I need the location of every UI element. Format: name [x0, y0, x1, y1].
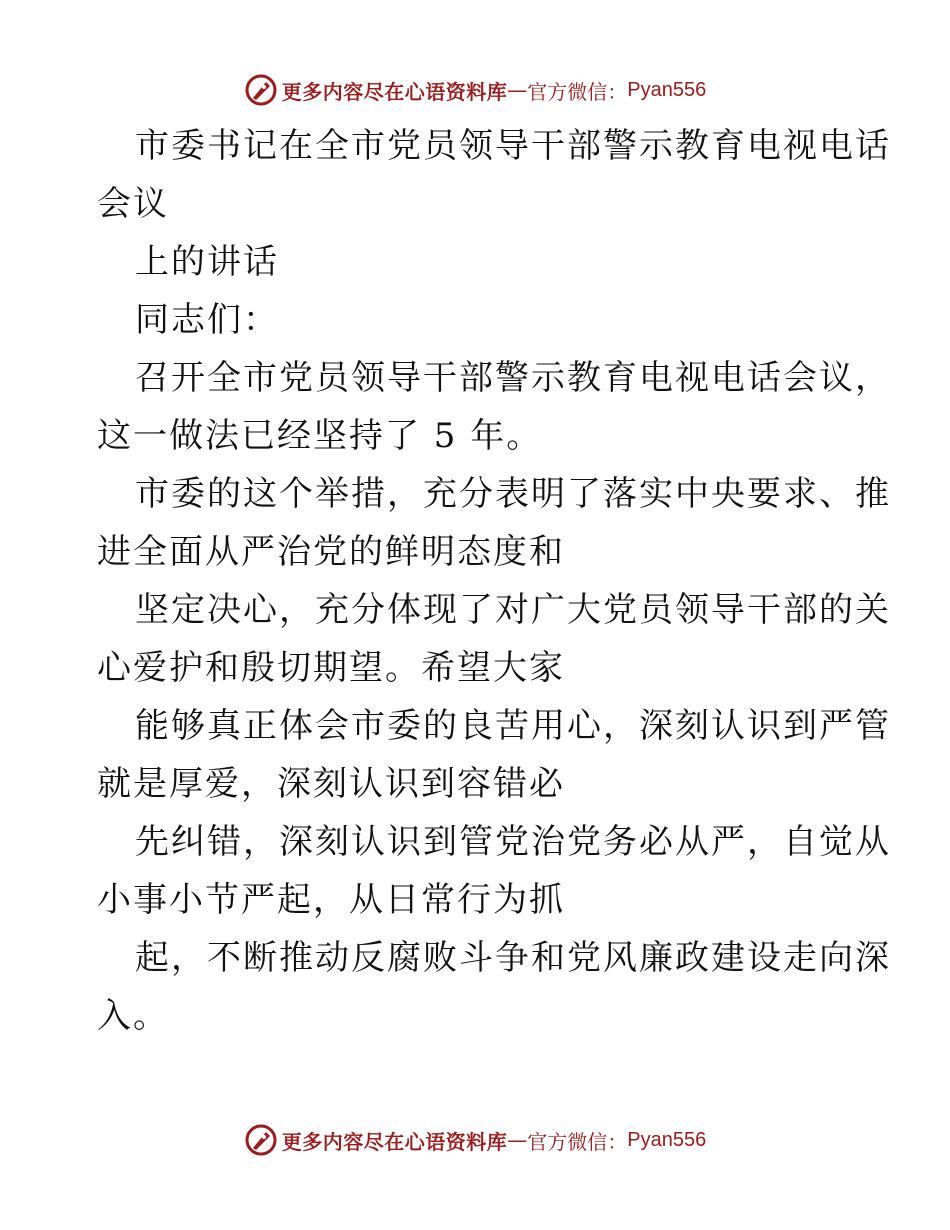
document-body	[97, 117, 891, 1045]
salutation: 同志们：	[135, 300, 279, 340]
paragraph-line: 入。	[97, 996, 169, 1036]
header-watermark	[0, 70, 950, 110]
paragraph-line: 心爱护和殷切期望。希望大家	[97, 648, 565, 688]
paragraph-line: 起，不断推动反腐败斗争和党风廉政建设走向深	[135, 938, 891, 978]
paragraph-line: 先纠错，深刻认识到管党治党务必从严，自觉从	[135, 822, 891, 862]
paragraph-line: 召开全市党员领导干部警示教育电视电话会议，	[135, 358, 891, 398]
watermark-account-id: Pyan556	[627, 78, 707, 101]
paragraph-line: 市委的这个举措，充分表明了落实中央要求、推	[135, 474, 891, 514]
paragraph-line: 就是厚爱，深刻认识到容错必	[97, 764, 565, 804]
paragraph-line: 这一做法已经坚持了 5 年。	[97, 416, 543, 456]
pen-nib-icon	[244, 73, 278, 107]
title-line-1: 市委书记在全市党员领导干部警示教育电视电话	[135, 126, 891, 166]
title-line-3: 上的讲话	[135, 242, 279, 282]
paragraph-line: 坚定决心，充分体现了对广大党员领导干部的关	[135, 590, 891, 630]
watermark-separator: —	[507, 78, 528, 102]
paragraph-line: 能够真正体会市委的良苦用心，深刻认识到严管	[135, 706, 891, 746]
paragraph-line: 小事小节严起，从日常行为抓	[97, 880, 565, 920]
pen-nib-icon	[244, 1123, 278, 1157]
watermark-official-label: 官方微信：	[527, 79, 628, 104]
watermark-main-text: 更多内容尽在心语资料库	[281, 79, 508, 104]
paragraph-line: 进全面从严治党的鲜明态度和	[97, 532, 565, 572]
watermark-separator: —	[507, 1128, 528, 1152]
watermark-main-text: 更多内容尽在心语资料库	[281, 1129, 508, 1154]
title-line-2: 会议	[97, 184, 169, 224]
footer-watermark	[0, 1120, 950, 1160]
watermark-official-label: 官方微信：	[527, 1129, 628, 1154]
watermark-account-id: Pyan556	[627, 1128, 707, 1151]
